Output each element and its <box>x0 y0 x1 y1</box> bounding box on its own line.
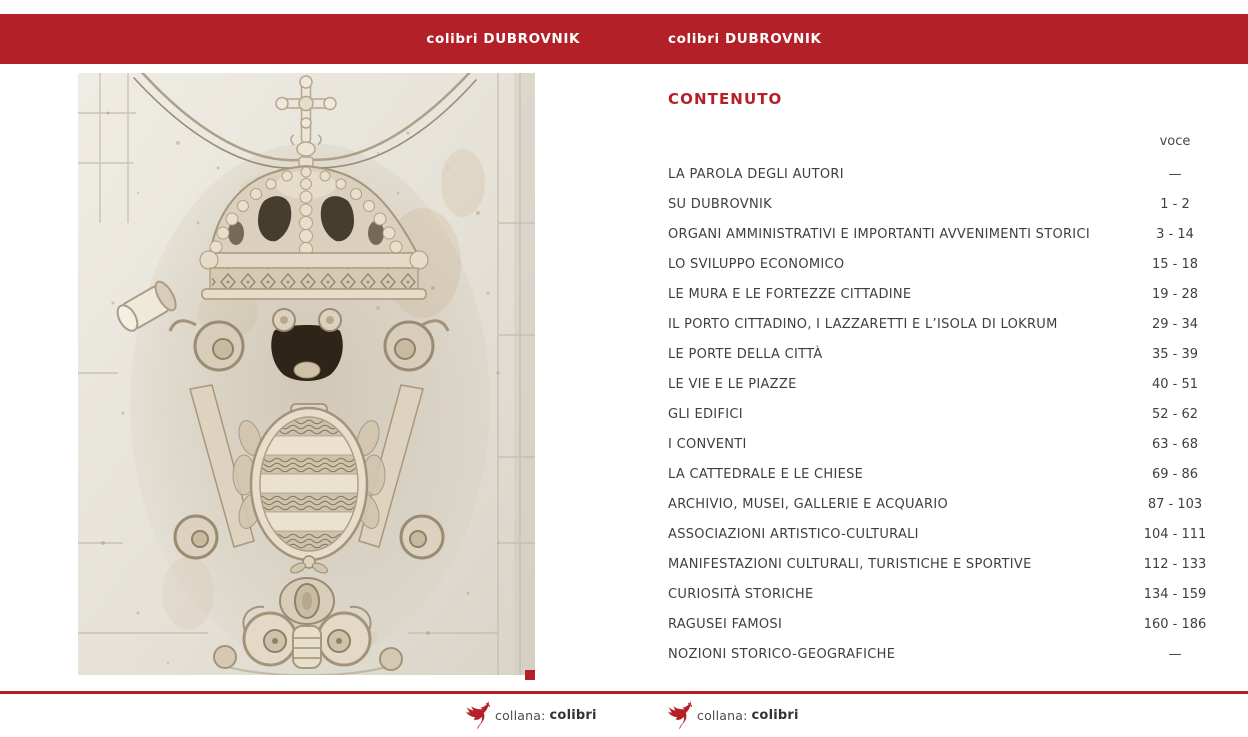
toc-item-label: RAGUSEI FAMOSI <box>668 616 783 632</box>
header-title-left: colibri DUBROVNIK <box>426 31 580 47</box>
toc-item-label: MANIFESTAZIONI CULTURALI, TURISTICHE E SPORTIVE <box>668 556 1032 572</box>
toc-item-label: LE VIE E LE PIAZZE <box>668 376 797 392</box>
toc-item-label: ARCHIVIO, MUSEI, GALLERIE E ACQUARIO <box>668 496 948 512</box>
toc-row <box>668 279 1213 309</box>
toc-row <box>668 339 1213 369</box>
contents-title: CONTENUTO <box>668 90 783 108</box>
header-title-right: colibri DUBROVNIK <box>668 31 822 47</box>
toc-row <box>668 609 1213 639</box>
toc-item-label: NOZIONI STORICO-GEOGRAFICHE <box>668 646 896 662</box>
toc-item-pages: 104 - 111 <box>1143 526 1207 542</box>
toc-item-pages: 15 - 18 <box>1151 256 1199 272</box>
toc-item-pages: — <box>1168 646 1182 662</box>
toc-item-pages: — <box>1168 166 1182 182</box>
toc-row <box>668 399 1213 429</box>
toc-item-pages: 40 - 51 <box>1151 376 1199 392</box>
toc-row <box>668 309 1213 339</box>
toc-item-label: LE MURA E LE FORTEZZE CITTADINE <box>668 286 912 302</box>
hummingbird-icon <box>668 700 692 730</box>
toc-row <box>668 489 1213 519</box>
toc-item-label: LA PAROLA DEGLI AUTORI <box>668 166 844 182</box>
toc-item-pages: 63 - 68 <box>1151 436 1199 452</box>
toc-row <box>668 639 1213 669</box>
toc-item-pages: 19 - 28 <box>1151 286 1199 302</box>
footer-rule <box>0 691 1248 694</box>
toc-item-pages: 29 - 34 <box>1151 316 1199 332</box>
toc-item-label: CURIOSITÀ STORICHE <box>668 586 814 602</box>
stone-carving-illustration <box>78 73 535 675</box>
toc-item-pages: 52 - 62 <box>1151 406 1199 422</box>
toc-list <box>668 159 1213 669</box>
series-label: collana: <box>697 707 748 723</box>
coat-of-arms-photo <box>78 73 535 675</box>
toc-item-label: LO SVILUPPO ECONOMICO <box>668 256 845 272</box>
toc-item-label: ORGANI AMMINISTRATIVI E IMPORTANTI AVVENIMENTI STORICI <box>668 226 1090 242</box>
footer-brand-left <box>466 699 597 731</box>
footer-brand-right <box>668 699 799 731</box>
toc-row <box>668 459 1213 489</box>
toc-item-label: SU DUBROVNIK <box>668 196 772 212</box>
toc-row <box>668 549 1213 579</box>
toc-row <box>668 369 1213 399</box>
toc-row <box>668 249 1213 279</box>
toc-item-pages: 3 - 14 <box>1156 226 1194 242</box>
toc-item-label: LE PORTE DELLA CITTÀ <box>668 346 823 362</box>
toc-item-label: LA CATTEDRALE E LE CHIESE <box>668 466 864 482</box>
contents-column-header-row <box>668 134 1213 149</box>
toc-row <box>668 219 1213 249</box>
series-name: colibri <box>549 707 597 723</box>
toc-row <box>668 579 1213 609</box>
toc-row <box>668 189 1213 219</box>
column-header-spacer <box>668 134 1137 149</box>
toc-item-label: GLI EDIFICI <box>668 406 743 422</box>
toc-item-pages: 1 - 2 <box>1160 196 1190 212</box>
toc-item-pages: 160 - 186 <box>1143 616 1207 632</box>
hummingbird-icon <box>466 700 490 730</box>
toc-item-label: ASSOCIAZIONI ARTISTICO-CULTURALI <box>668 526 919 542</box>
toc-item-pages: 87 - 103 <box>1147 496 1203 512</box>
toc-row <box>668 519 1213 549</box>
toc-item-pages: 112 - 133 <box>1143 556 1207 572</box>
pages-column-header: voce <box>1159 134 1191 149</box>
series-name: colibri <box>751 707 799 723</box>
header-bar <box>0 14 1248 64</box>
toc-item-pages: 134 - 159 <box>1143 586 1207 602</box>
toc-row <box>668 159 1213 189</box>
series-label: collana: <box>495 707 546 723</box>
toc-item-pages: 69 - 86 <box>1151 466 1199 482</box>
toc-item-label: I CONVENTI <box>668 436 747 452</box>
toc-item-pages: 35 - 39 <box>1151 346 1199 362</box>
toc-row <box>668 429 1213 459</box>
photo-corner-marker <box>525 670 535 680</box>
toc-item-label: IL PORTO CITTADINO, I LAZZARETTI E L’ISOLA DI LOKRUM <box>668 316 1058 332</box>
